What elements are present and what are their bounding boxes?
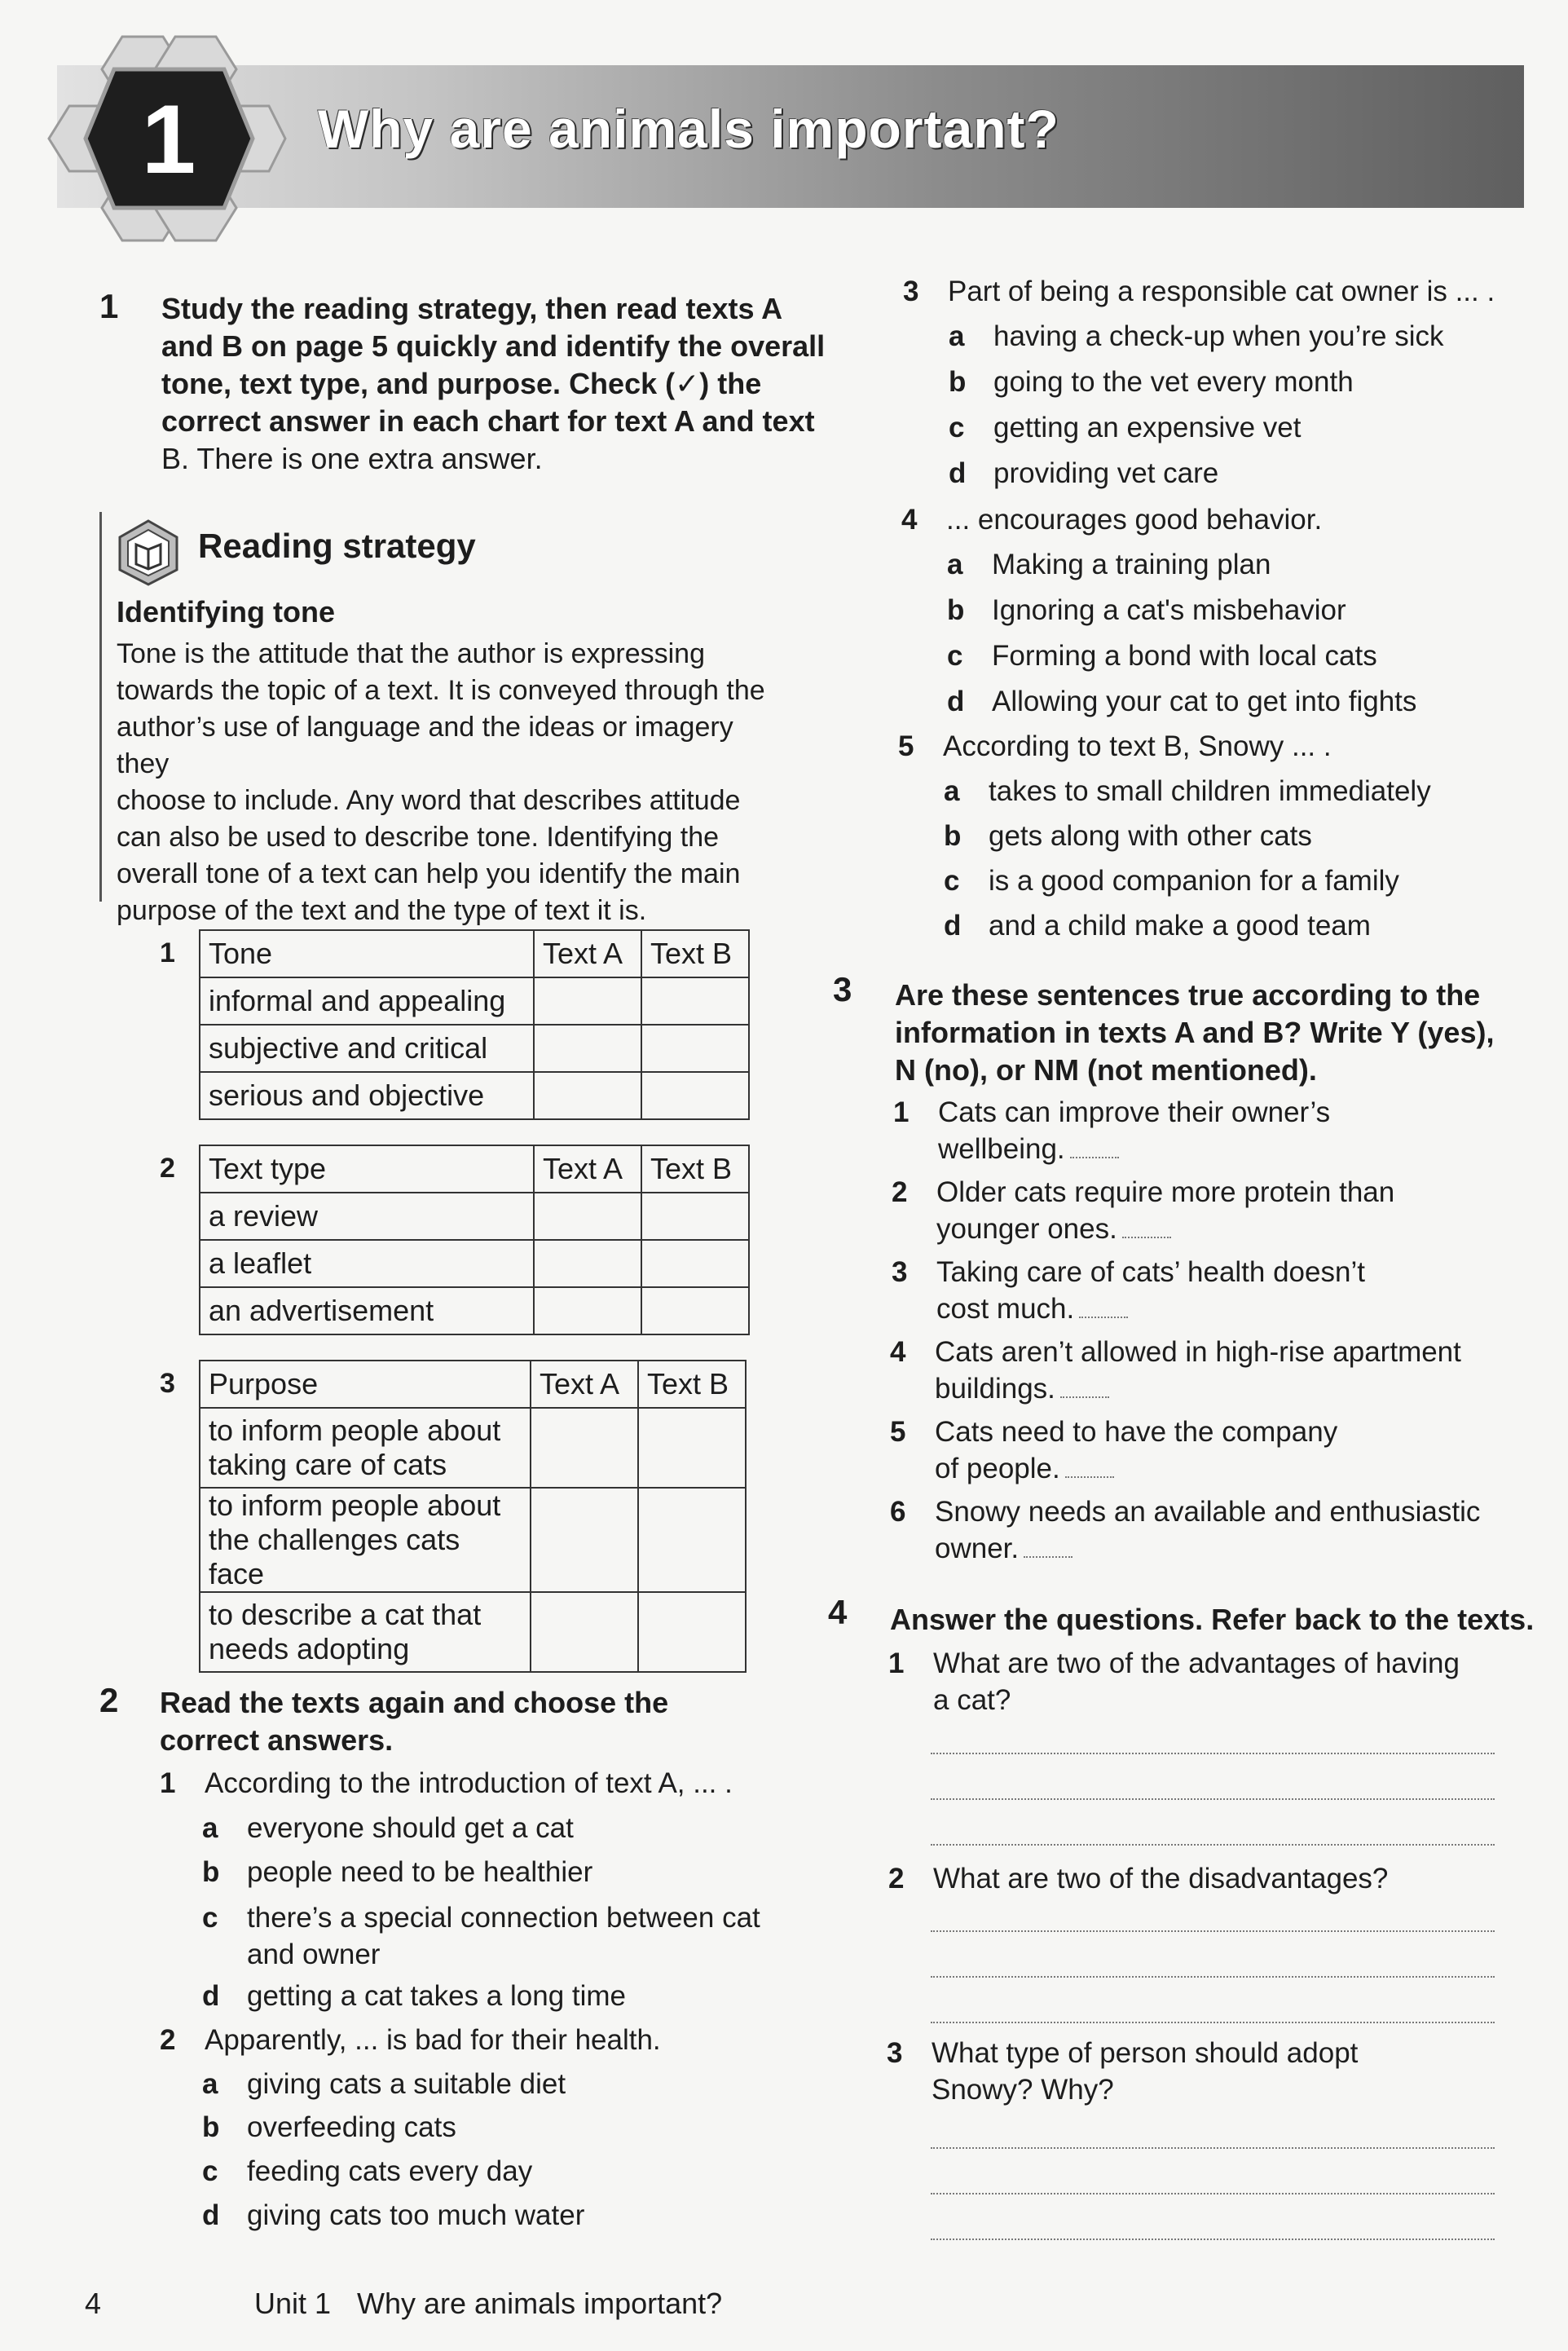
answer-line[interactable] <box>931 2239 1495 2240</box>
ex4-question-1: 1 What are two of the advantages of having a cat? <box>888 1647 1460 1716</box>
strategy-body: Tone is the attitude that the author is expressing towards the topic of a text. It is conveyed through the author’s use of language and the ideas or imagery they choose to include. Any word that describes attitude can also be used to describe tone. Identifying the overall tone of a text can help you identify the main purpose of the text and the type of text it is. <box>117 638 765 926</box>
check-cell[interactable] <box>534 1287 641 1334</box>
ex2-q5-option-b[interactable]: b gets along with other cats <box>944 820 1312 852</box>
exercise-4-number: 4 <box>828 1593 848 1631</box>
footer-unit: Unit 1 <box>254 2287 332 2320</box>
check-cell[interactable] <box>641 1072 749 1119</box>
check-cell[interactable] <box>638 1488 746 1592</box>
check-cell[interactable] <box>534 1025 641 1072</box>
ex2-q4-option-b[interactable]: b Ignoring a cat's misbehavior <box>947 594 1346 626</box>
ex3-item-6: 6 Snowy needs an available and enthusiastic owner. <box>890 1496 1481 1564</box>
answer-line[interactable] <box>931 1976 1495 1978</box>
check-cell[interactable] <box>531 1408 638 1488</box>
ex2-q4-option-c[interactable]: c Forming a bond with local cats <box>947 640 1377 672</box>
answer-blank[interactable] <box>1024 1556 1072 1558</box>
ex2-q1-option-a[interactable]: a everyone should get a cat <box>202 1812 574 1844</box>
ex2-q1-option-d[interactable]: d getting a cat takes a long time <box>202 1980 626 2012</box>
check-cell[interactable] <box>641 1287 749 1334</box>
ex3-item-5: 5 Cats need to have the company of people. <box>890 1416 1338 1484</box>
answer-line[interactable] <box>931 1753 1495 1754</box>
answer-line[interactable] <box>931 1844 1495 1846</box>
ex2-question-4: 4 ... encourages good behavior. <box>901 504 1323 536</box>
ex2-q2-option-b[interactable]: b overfeeding cats <box>202 2111 456 2143</box>
unit-title: Why are animals important? <box>318 99 1059 159</box>
check-cell[interactable] <box>641 977 749 1025</box>
ex2-q4-option-d[interactable]: d Allowing your cat to get into fights <box>947 686 1417 717</box>
answer-blank[interactable] <box>1079 1317 1128 1318</box>
check-cell[interactable] <box>641 1025 749 1072</box>
strategy-subtitle: Identifying tone <box>117 595 335 629</box>
exercise-3-instruction: Are these sentences true according to the information in texts A and B? Write Y (yes), N (no), or NM (not mentioned). <box>895 978 1495 1087</box>
ex2-q2-option-c[interactable]: c feeding cats every day <box>202 2155 533 2187</box>
ex2-question-5: 5 According to text B, Snowy ... . <box>898 730 1332 762</box>
ex2-question-3: 3 Part of being a responsible cat owner is ... . <box>903 276 1495 307</box>
answer-blank[interactable] <box>1070 1157 1119 1158</box>
ex4-question-2: 2 What are two of the disadvantages? <box>888 1863 1389 1894</box>
page-number: 4 <box>85 2287 102 2320</box>
ex2-q5-option-d[interactable]: d and a child make a good team <box>944 910 1371 942</box>
book-icon <box>117 518 180 587</box>
exercise-1-number: 1 <box>99 287 119 325</box>
ex2-q1-option-b[interactable]: b people need to be healthier <box>202 1856 593 1888</box>
table-2-number: 2 <box>160 1153 175 1184</box>
check-cell[interactable] <box>641 1193 749 1240</box>
exercise-1-instruction: Study the reading strategy, then read texts A and B on page 5 quickly and identify the overall tone, text type, and purpose. Check (✓) the correct answer in each chart for text A and text B. There is one extra answer. <box>161 292 826 475</box>
strategy-title: Reading strategy <box>198 527 476 565</box>
check-cell[interactable] <box>534 977 641 1025</box>
ex3-item-1: 1 Cats can improve their owner’s wellbeing. <box>893 1096 1331 1165</box>
check-cell[interactable] <box>531 1592 638 1672</box>
answer-blank[interactable] <box>1065 1476 1114 1478</box>
ex3-item-2: 2 Older cats require more protein than younger ones. <box>892 1176 1395 1245</box>
purpose-table: Purpose Text A Text B to inform people about taking care of cats to inform people about the challenges cats face to describe a cat that needs adopting <box>199 1360 747 1673</box>
check-cell[interactable] <box>638 1408 746 1488</box>
exercise-4-instruction: Answer the questions. Refer back to the texts. <box>890 1603 1535 1636</box>
check-cell[interactable] <box>534 1072 641 1119</box>
table-3-number: 3 <box>160 1368 175 1399</box>
ex2-q3-option-b[interactable]: b going to the vet every month <box>949 366 1354 398</box>
ex2-q2-option-d[interactable]: d giving cats too much water <box>202 2199 585 2231</box>
exercise-2-number: 2 <box>99 1681 119 1719</box>
reading-strategy-box <box>99 512 803 926</box>
ex2-q3-option-c[interactable]: c getting an expensive vet <box>949 412 1302 443</box>
ex2-q3-option-a[interactable]: a having a check-up when you’re sick <box>949 320 1444 352</box>
answer-line[interactable] <box>931 2147 1495 2149</box>
check-cell[interactable] <box>531 1488 638 1592</box>
ex4-question-3: 3 What type of person should adopt Snowy? Why? <box>887 2037 1359 2106</box>
ex2-q2-option-a[interactable]: a giving cats a suitable diet <box>202 2068 566 2100</box>
check-cell[interactable] <box>641 1240 749 1287</box>
answer-line[interactable] <box>931 2193 1495 2194</box>
ex2-q5-option-c[interactable]: c is a good companion for a family <box>944 865 1399 897</box>
ex3-item-4: 4 Cats aren’t allowed in high-rise apartment buildings. <box>890 1336 1461 1405</box>
answer-line[interactable] <box>931 1930 1495 1932</box>
tone-table: Tone Text A Text B informal and appealing subjective and critical serious and objective <box>199 929 750 1120</box>
ex3-item-3: 3 Taking care of cats’ health doesn’t cost much. <box>892 1256 1365 1325</box>
text-type-table: Text type Text A Text B a review a leaflet an advertisement <box>199 1145 750 1335</box>
answer-blank[interactable] <box>1060 1396 1109 1398</box>
unit-badge-icon <box>45 33 289 245</box>
ex2-q4-option-a[interactable]: a Making a training plan <box>947 549 1271 580</box>
svg-text:1: 1 <box>141 85 196 194</box>
exercise-2-instruction: Read the texts again and choose the correct answers. <box>160 1686 669 1757</box>
ex2-q1-option-c[interactable]: c there’s a special connection between cat and owner <box>202 1902 760 1970</box>
ex2-q3-option-d[interactable]: d providing vet care <box>949 457 1219 489</box>
ex2-question-2: 2 Apparently, ... is bad for their health. <box>160 2024 661 2056</box>
answer-line[interactable] <box>931 2022 1495 2023</box>
ex2-question-1: 1 According to the introduction of text A, ... . <box>160 1767 733 1799</box>
footer-title: Why are animals important? <box>357 2287 723 2320</box>
check-cell[interactable] <box>534 1240 641 1287</box>
exercise-3-number: 3 <box>833 970 852 1008</box>
check-cell[interactable] <box>534 1193 641 1240</box>
check-cell[interactable] <box>638 1592 746 1672</box>
answer-line[interactable] <box>931 1798 1495 1800</box>
ex2-q5-option-a[interactable]: a takes to small children immediately <box>944 775 1431 807</box>
answer-blank[interactable] <box>1122 1237 1171 1238</box>
table-1-number: 1 <box>160 937 175 968</box>
